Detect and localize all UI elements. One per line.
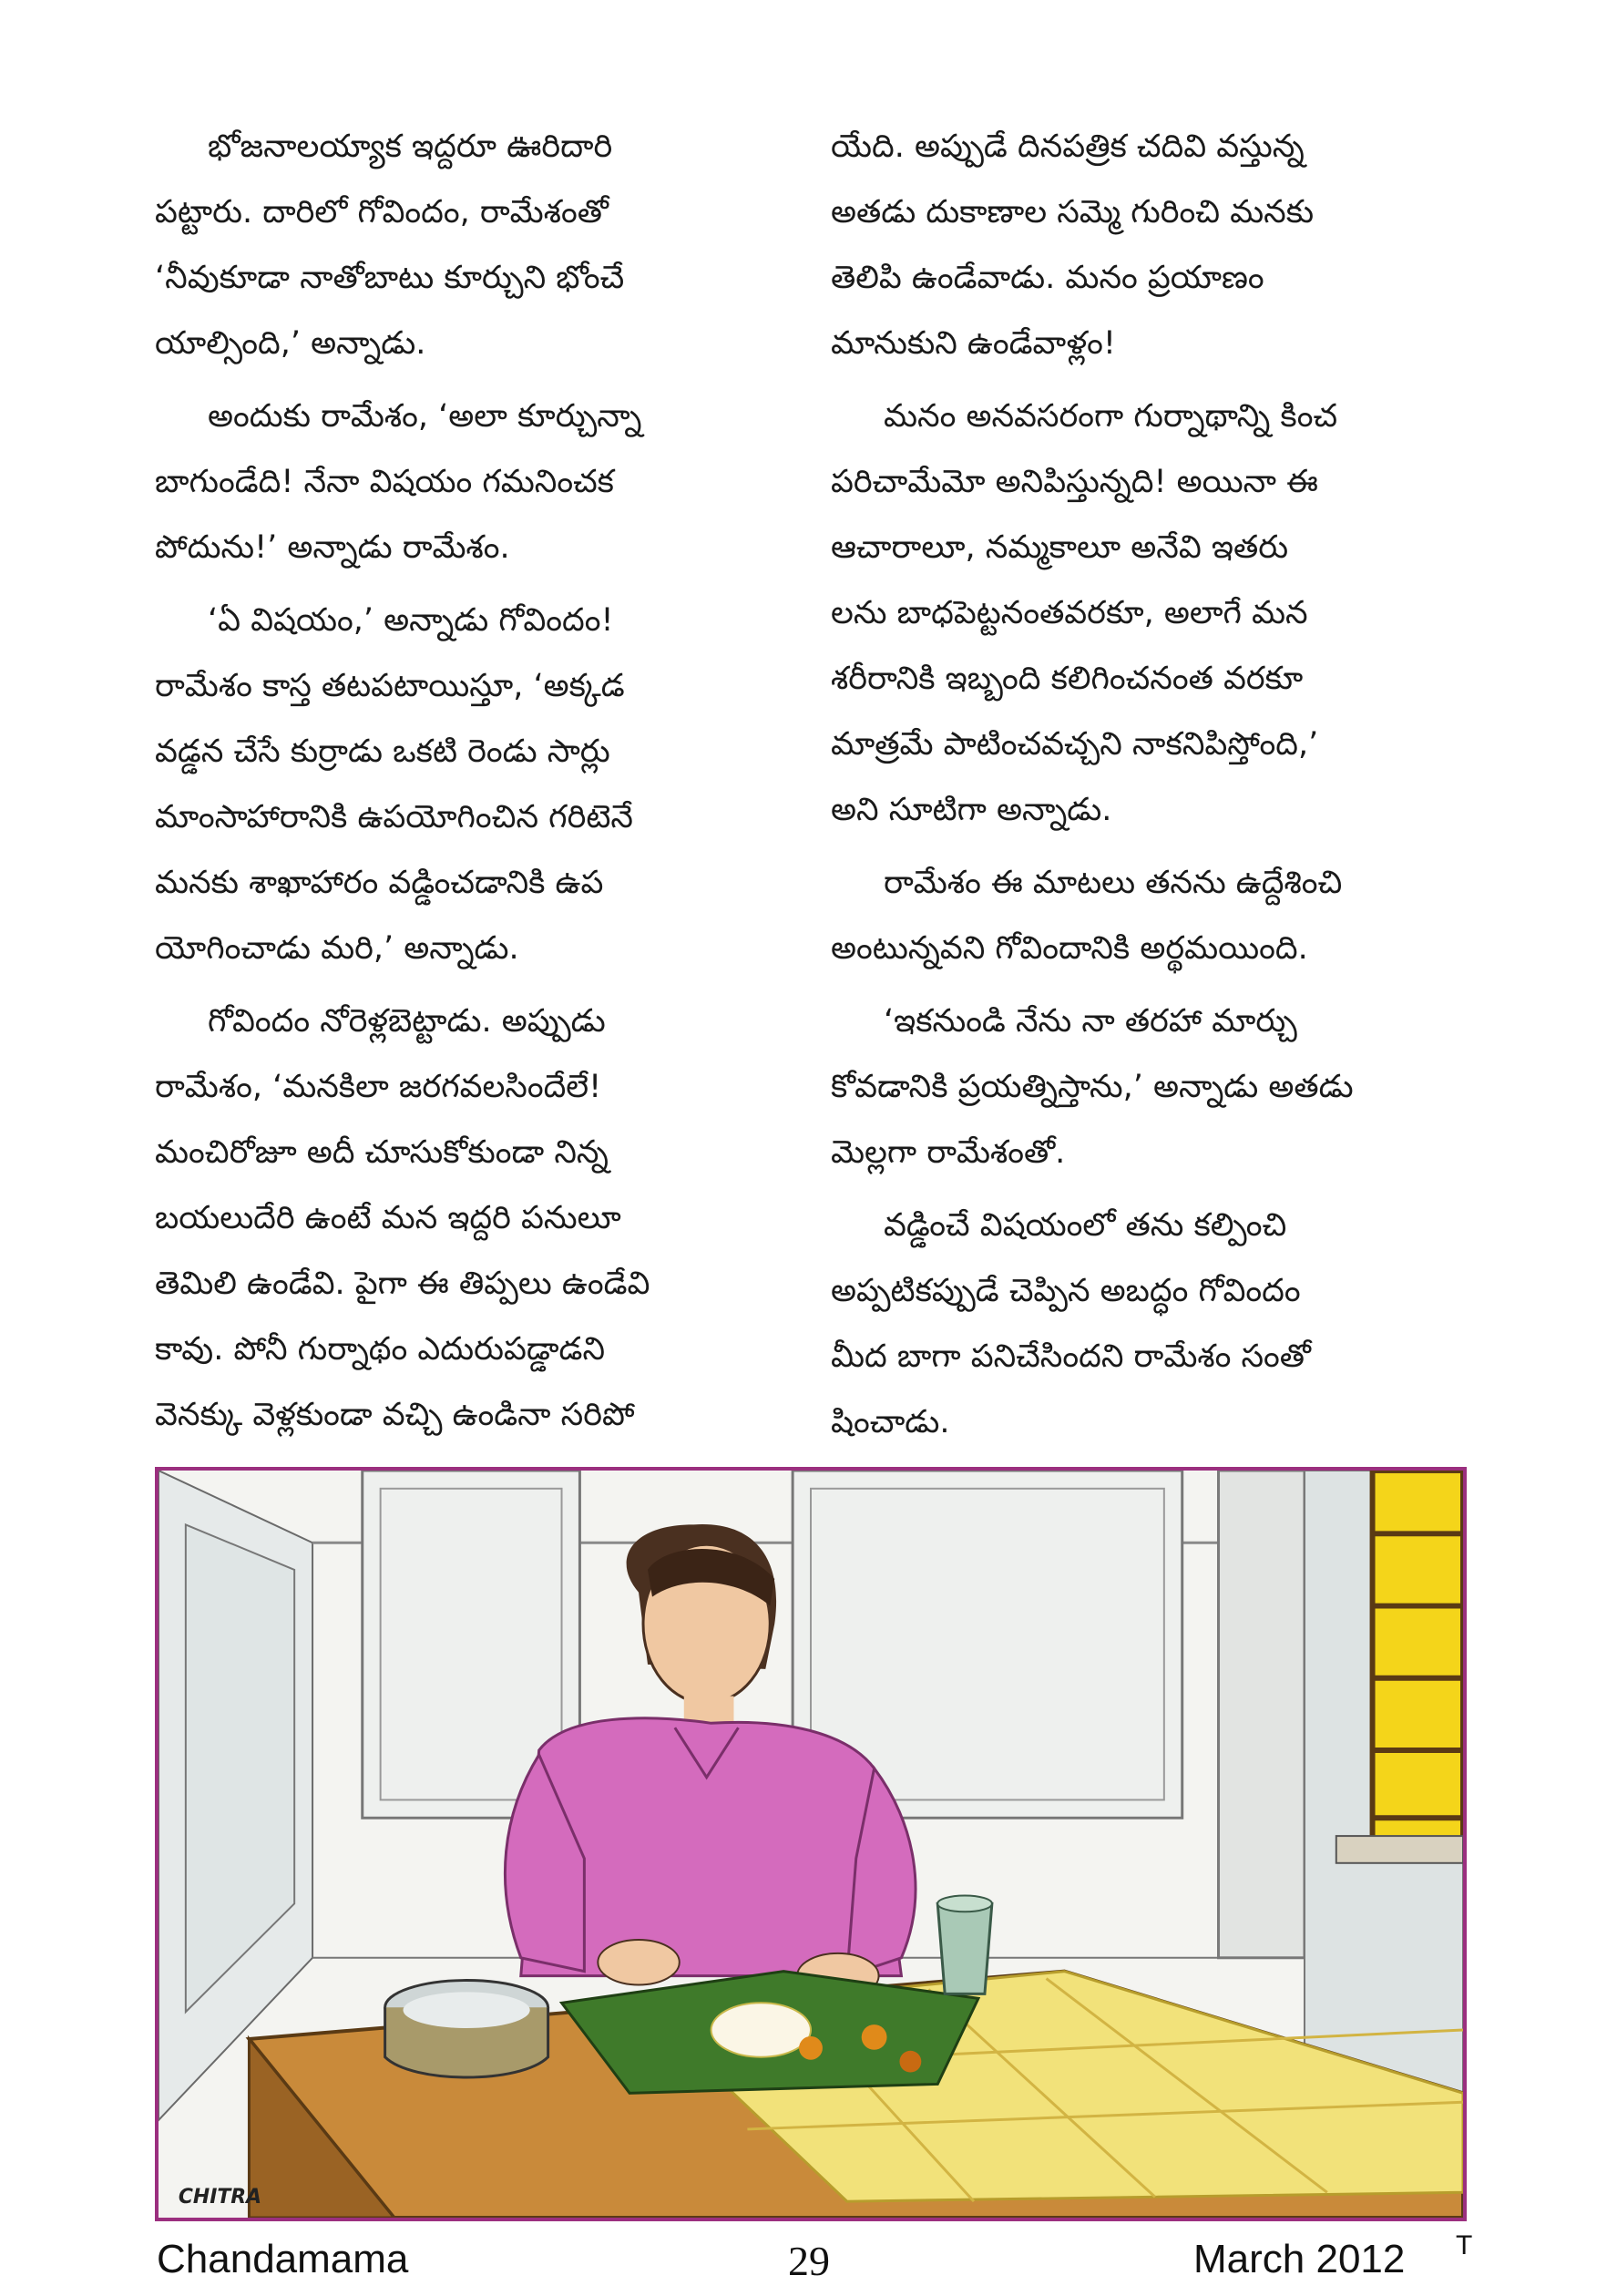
text-line: రామేశం ఈ మాటలు తనను ఉద్దేశించి (884, 865, 1343, 901)
text-line: బాగుండేది! నేనా విషయం గమనించక (155, 464, 614, 500)
magazine-name: Chandamama (157, 2237, 409, 2281)
text-line: మంచిరోజూ అదీ చూసుకోకుండా నిన్న (155, 1134, 609, 1171)
text-line: అంటున్నవని గోవిందానికి అర్థమయింది. (831, 930, 1308, 967)
text-line: రామేశం కాస్త తటపటాయిస్తూ, ‘అక్కడ (155, 668, 625, 704)
text-line: పోదును!’ అన్నాడు రామేశం. (155, 529, 510, 566)
text-line: శరీరానికి ఇబ్బంది కలిగించనంత వరకూ (831, 661, 1304, 697)
text-line: మనం అనవసరంగా గుర్నాథాన్ని కించ (884, 398, 1338, 435)
drinking-glass (937, 1895, 992, 1994)
paragraph (155, 114, 788, 376)
text-line: మానుకుని ఉండేవాళ్లం! (831, 325, 1116, 362)
text-line: అని సూటిగా అన్నాడు. (831, 792, 1112, 828)
paragraph (831, 989, 1469, 1185)
steel-vessel (385, 1981, 548, 2077)
text-line: ‘ఇకనుండి నేను నా తరహా మార్చు (884, 1003, 1297, 1040)
text-line: కావు. పోనీ గుర్నాథం ఎదురుపడ్డాడని (155, 1331, 606, 1368)
left-text-column (155, 114, 788, 1455)
text-line: ‘ఏ విషయం,’ అన్నాడు గోవిందం! (208, 602, 614, 639)
paragraph (155, 588, 788, 981)
right-text-column (831, 114, 1469, 1462)
text-line: యేది. అప్పుడే దినపత్రిక చదివి వస్తున్న (831, 128, 1305, 165)
text-line: లను బాధపెట్టనంతవరకూ, అలాగే మన (831, 595, 1308, 631)
text-line: ఆచారాలూ, నమ్మకాలూ అనేవి ఇతరు (831, 529, 1289, 566)
text-line: అప్పటికప్పుడే చెప్పిన అబద్ధం గోవిందం (831, 1273, 1301, 1309)
paragraph (831, 114, 1469, 376)
page-mark: T (1456, 2230, 1473, 2260)
story-illustration (155, 1467, 1467, 2221)
text-line: మీద బాగా పనిచేసిందని రామేశం సంతో (831, 1338, 1311, 1375)
text-line: మాత్రమే పాటించవచ్చని నాకనిపిస్తోంది,’ (831, 726, 1319, 763)
text-line: తెలిపి ఉండేవాడు. మనం ప్రయాణం (831, 260, 1264, 296)
artist-signature: CHITRA (178, 2186, 262, 2209)
paragraph (155, 989, 788, 1448)
text-line: షించాడు. (831, 1404, 950, 1440)
illustration-drawing (159, 1471, 1463, 2218)
text-line: రామేశం, ‘మనకిలా జరగవలసిందేలే! (155, 1069, 602, 1105)
paragraph (831, 1193, 1469, 1455)
text-line: తెమిలి ఉండేవి. పైగా ఈ తిప్పలు ఉండేవి (155, 1266, 650, 1302)
text-line: పరిచామేమో అనిపిస్తున్నది! అయినా ఈ (831, 464, 1318, 500)
text-line: కోవడానికి ప్రయత్నిస్తాను,’ అన్నాడు అతడు (831, 1069, 1354, 1105)
text-line: గోవిందం నోరెళ్లబెట్టాడు. అప్పుడు (208, 1003, 606, 1040)
text-line: బయలుదేరి ఉంటే మన ఇద్దరి పనులూ (155, 1200, 621, 1236)
text-line: అందుకు రామేశం, ‘అలా కూర్చున్నా (208, 398, 642, 435)
issue-date: March 2012 (1193, 2237, 1406, 2281)
text-line: మెల్లగా రామేశంతో. (831, 1134, 1066, 1171)
text-line: ‘నీవుకూడా నాతోబాటు కూర్చుని భోంచే (155, 260, 625, 296)
paragraph (831, 384, 1469, 843)
text-line: మనకు శాఖాహారం వడ్డించడానికి ఉప (155, 865, 604, 901)
text-line: యాల్సింది,’ అన్నాడు. (155, 325, 426, 362)
page-number: 29 (788, 2238, 830, 2284)
text-line: అతడు దుకాణాల సమ్మె గురించి మనకు (831, 194, 1315, 231)
text-line: వెనక్కు వెళ్లకుండా వచ్చి ఉండినా సరిపో (155, 1397, 635, 1433)
paragraph (155, 384, 788, 580)
text-line: యోగించాడు మరి,’ అన్నాడు. (155, 930, 519, 967)
text-line: పట్టారు. దారిలో గోవిందం, రామేశంతో (155, 194, 609, 231)
text-line: వడ్డన చేసే కుర్రాడు ఒకటి రెండు సార్లు (155, 733, 610, 770)
paragraph (831, 850, 1469, 981)
text-line: వడ్డించే విషయంలో తను కల్పించి (884, 1207, 1287, 1244)
text-line: భోజనాలయ్యాక ఇద్దరూ ఊరిదారి (208, 128, 613, 165)
text-line: మాంసాహారానికి ఉపయోగించిన గరిటెనే (155, 799, 633, 835)
